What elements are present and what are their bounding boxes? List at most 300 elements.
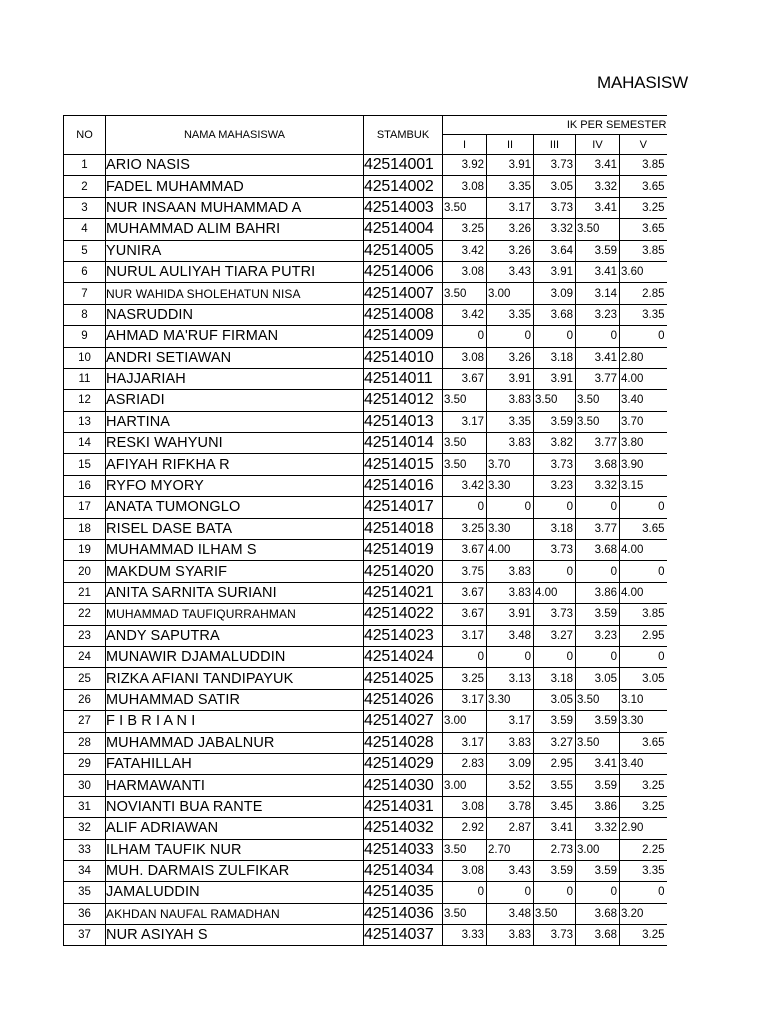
ik-value: 3.52 — [508, 779, 531, 792]
header-nama: NAMA MAHASISWA — [106, 116, 364, 155]
ik-semester-3 — [534, 155, 576, 176]
ik-value: 3.42 — [461, 308, 484, 321]
table-row — [64, 261, 667, 282]
student-stambuk: 42514022 — [364, 604, 443, 625]
ik-semester-4 — [576, 176, 620, 197]
ik-value: 0 — [524, 651, 531, 664]
ik-semester-4 — [576, 860, 620, 881]
row-no: 32 — [64, 818, 106, 839]
ik-value: 3.30 — [488, 693, 511, 706]
student-stambuk: 42514029 — [364, 753, 443, 774]
ik-semester-3 — [534, 882, 576, 903]
ik-value: 3.32 — [594, 480, 617, 493]
ik-value: 3.50 — [577, 415, 600, 428]
ik-semester-2 — [487, 283, 534, 304]
ik-semester-4 — [576, 689, 620, 710]
ik-semester-2 — [487, 711, 534, 732]
ik-semester-5 — [620, 668, 667, 689]
ik-value: 3.68 — [594, 458, 617, 471]
ik-value: 3.08 — [461, 351, 484, 364]
ik-semester-5 — [620, 625, 667, 646]
ik-semester-1 — [443, 176, 487, 197]
ik-semester-1 — [443, 540, 487, 561]
ik-value: 3.50 — [444, 907, 467, 920]
ik-value: 3.14 — [594, 287, 617, 300]
ik-value: 3.17 — [461, 415, 484, 428]
header-no: NO — [64, 116, 106, 155]
ik-value: 3.25 — [461, 672, 484, 685]
table-row — [64, 197, 667, 218]
student-stambuk: 42514024 — [364, 646, 443, 667]
table-row — [64, 903, 667, 924]
student-name: NOVIANTI BUA RANTE — [106, 796, 364, 817]
ik-value: 3.32 — [594, 822, 617, 835]
ik-value: 3.25 — [642, 779, 665, 792]
ik-semester-1 — [443, 839, 487, 860]
ik-value: 3.50 — [444, 437, 467, 450]
ik-semester-3 — [534, 197, 576, 218]
ik-semester-4 — [576, 219, 620, 240]
student-name: RESKI WAHYUNI — [106, 433, 364, 454]
ik-semester-4 — [576, 261, 620, 282]
student-name: RYFO MYORY — [106, 475, 364, 496]
ik-semester-4 — [576, 304, 620, 325]
ik-value: 3.10 — [621, 693, 644, 706]
ik-value: 0 — [610, 651, 617, 664]
ik-value: 0 — [477, 886, 484, 899]
ik-semester-4 — [576, 368, 620, 389]
ik-value: 3.18 — [550, 522, 573, 535]
student-name: NURUL AULIYAH TIARA PUTRI — [106, 261, 364, 282]
ik-value: 3.43 — [508, 266, 531, 279]
student-stambuk: 42514021 — [364, 582, 443, 603]
table-row — [64, 368, 667, 389]
ik-semester-3 — [534, 668, 576, 689]
ik-semester-1 — [443, 326, 487, 347]
ik-semester-1 — [443, 796, 487, 817]
ik-value: 3.33 — [461, 929, 484, 942]
student-stambuk: 42514036 — [364, 903, 443, 924]
student-stambuk: 42514017 — [364, 497, 443, 518]
ik-semester-5 — [620, 604, 667, 625]
ik-semester-3 — [534, 454, 576, 475]
ik-value: 3.86 — [594, 800, 617, 813]
ik-value: 3.41 — [594, 351, 617, 364]
ik-semester-2 — [487, 176, 534, 197]
ik-value: 2.85 — [642, 287, 665, 300]
ik-semester-3 — [534, 925, 576, 946]
ik-value: 3.05 — [550, 180, 573, 193]
ik-semester-4 — [576, 540, 620, 561]
student-stambuk: 42514001 — [364, 155, 443, 176]
ik-semester-4 — [576, 411, 620, 432]
table-row — [64, 646, 667, 667]
table-row — [64, 689, 667, 710]
row-no: 18 — [64, 518, 106, 539]
student-name: MUHAMMAD ILHAM S — [106, 540, 364, 561]
ik-value: 3.27 — [550, 736, 573, 749]
table-row — [64, 882, 667, 903]
ik-value: 3.43 — [508, 865, 531, 878]
student-name: MUHAMMAD JABALNUR — [106, 732, 364, 753]
ik-semester-2 — [487, 668, 534, 689]
ik-value: 3.67 — [461, 608, 484, 621]
student-name: NUR INSAAN MUHAMMAD A — [106, 197, 364, 218]
ik-semester-2 — [487, 818, 534, 839]
ik-value: 3.50 — [535, 907, 558, 920]
ik-semester-5 — [620, 390, 667, 411]
row-no: 29 — [64, 753, 106, 774]
ik-value: 3.50 — [444, 394, 467, 407]
ik-value: 3.41 — [594, 201, 617, 214]
student-name: HARTINA — [106, 411, 364, 432]
ik-value: 3.30 — [488, 480, 511, 493]
ik-value: 3.65 — [642, 522, 665, 535]
ik-semester-3 — [534, 518, 576, 539]
ik-semester-5 — [620, 925, 667, 946]
ik-value: 0 — [658, 565, 665, 578]
ik-value: 3.05 — [550, 693, 573, 706]
row-no: 6 — [64, 261, 106, 282]
ik-value: 3.85 — [642, 159, 665, 172]
ik-value: 2.70 — [488, 843, 511, 856]
ik-semester-4 — [576, 240, 620, 261]
ik-semester-5 — [620, 796, 667, 817]
ik-semester-5 — [620, 860, 667, 881]
table-row — [64, 582, 667, 603]
ik-value: 0 — [610, 330, 617, 343]
ik-value: 3.77 — [594, 522, 617, 535]
ik-value: 0 — [566, 330, 573, 343]
ik-value: 3.73 — [550, 159, 573, 172]
ik-semester-2 — [487, 155, 534, 176]
ik-value: 3.23 — [550, 480, 573, 493]
ik-value: 3.86 — [594, 587, 617, 599]
row-no: 36 — [64, 903, 106, 924]
ik-value: 3.30 — [488, 522, 511, 535]
ik-value: 3.59 — [550, 715, 573, 728]
student-name: ANDRI SETIAWAN — [106, 347, 364, 368]
table-row — [64, 283, 667, 304]
student-name: MUH. DARMAIS ZULFIKAR — [106, 860, 364, 881]
student-name: HARMAWANTI — [106, 775, 364, 796]
table-row — [64, 668, 667, 689]
ik-semester-2 — [487, 411, 534, 432]
student-stambuk: 42514002 — [364, 176, 443, 197]
table-row — [64, 604, 667, 625]
ik-value: 3.09 — [508, 758, 531, 771]
table-row — [64, 176, 667, 197]
ik-semester-4 — [576, 155, 620, 176]
ik-value: 3.67 — [461, 587, 484, 599]
ik-semester-5 — [620, 454, 667, 475]
ik-semester-2 — [487, 689, 534, 710]
ik-value: 3.50 — [444, 287, 467, 300]
ik-value: 3.23 — [594, 629, 617, 642]
ik-value: 3.25 — [461, 522, 484, 535]
ik-semester-2 — [487, 475, 534, 496]
ik-value: 3.26 — [508, 223, 531, 236]
ik-value: 3.00 — [444, 715, 467, 728]
ik-value: 3.17 — [508, 715, 531, 728]
ik-value: 3.35 — [642, 308, 665, 321]
ik-semester-3 — [534, 283, 576, 304]
ik-value: 3.83 — [508, 565, 531, 578]
ik-semester-1 — [443, 497, 487, 518]
student-stambuk: 42514014 — [364, 433, 443, 454]
row-no: 3 — [64, 197, 106, 218]
ik-value: 4.00 — [488, 544, 511, 557]
ik-value: 3.50 — [444, 458, 467, 471]
ik-value: 3.68 — [594, 544, 617, 557]
ik-semester-4 — [576, 625, 620, 646]
ik-value: 3.50 — [535, 394, 558, 407]
ik-semester-4 — [576, 433, 620, 454]
ik-semester-3 — [534, 433, 576, 454]
row-no: 20 — [64, 561, 106, 582]
ik-semester-5 — [620, 582, 667, 603]
student-stambuk: 42514025 — [364, 668, 443, 689]
ik-semester-4 — [576, 497, 620, 518]
ik-value: 3.60 — [621, 266, 644, 279]
student-stambuk: 42514003 — [364, 197, 443, 218]
ik-value: 3.40 — [621, 758, 644, 771]
table-row — [64, 860, 667, 881]
student-stambuk: 42514032 — [364, 818, 443, 839]
ik-semester-4 — [576, 796, 620, 817]
student-stambuk: 42514016 — [364, 475, 443, 496]
row-no: 30 — [64, 775, 106, 796]
ik-semester-3 — [534, 839, 576, 860]
ik-value: 4.00 — [621, 544, 644, 557]
ik-semester-2 — [487, 540, 534, 561]
ik-semester-4 — [576, 818, 620, 839]
ik-semester-3 — [534, 646, 576, 667]
ik-semester-3 — [534, 582, 576, 603]
ik-semester-1 — [443, 860, 487, 881]
student-stambuk: 42514005 — [364, 240, 443, 261]
student-name: MAKDUM SYARIF — [106, 561, 364, 582]
student-name: ANDY SAPUTRA — [106, 625, 364, 646]
ik-value: 3.17 — [461, 693, 484, 706]
table-row — [64, 475, 667, 496]
ik-semester-3 — [534, 176, 576, 197]
ik-value: 4.00 — [535, 587, 558, 599]
ik-value: 3.85 — [642, 608, 665, 621]
ik-value: 0 — [477, 330, 484, 343]
ik-semester-5 — [620, 347, 667, 368]
row-no: 2 — [64, 176, 106, 197]
ik-semester-1 — [443, 604, 487, 625]
table-row — [64, 818, 667, 839]
ik-semester-4 — [576, 839, 620, 860]
student-name: NUR ASIYAH S — [106, 925, 364, 946]
row-no: 22 — [64, 604, 106, 625]
ik-semester-5 — [620, 433, 667, 454]
ik-value: 0 — [524, 886, 531, 899]
table-body — [64, 155, 667, 946]
ik-value: 3.00 — [577, 843, 600, 856]
ik-semester-5 — [620, 368, 667, 389]
ik-value: 3.73 — [550, 201, 573, 214]
ik-semester-5 — [620, 219, 667, 240]
ik-semester-3 — [534, 326, 576, 347]
ik-value: 3.50 — [577, 693, 600, 706]
ik-value: 0 — [658, 886, 665, 899]
ik-semester-1 — [443, 197, 487, 218]
ik-value: 3.18 — [550, 351, 573, 364]
row-no: 33 — [64, 839, 106, 860]
ik-semester-3 — [534, 475, 576, 496]
ik-semester-5 — [620, 304, 667, 325]
student-stambuk: 42514008 — [364, 304, 443, 325]
ik-value: 3.91 — [508, 608, 531, 621]
ik-semester-3 — [534, 711, 576, 732]
student-name: NUR WAHIDA SHOLEHATUN NISA — [106, 283, 364, 304]
student-stambuk: 42514031 — [364, 796, 443, 817]
ik-value: 3.65 — [642, 223, 665, 236]
ik-semester-4 — [576, 668, 620, 689]
ik-value: 0 — [566, 651, 573, 664]
student-stambuk: 42514012 — [364, 390, 443, 411]
ik-semester-5 — [620, 326, 667, 347]
ik-semester-1 — [443, 475, 487, 496]
table-row — [64, 454, 667, 475]
ik-semester-5 — [620, 497, 667, 518]
table-row — [64, 433, 667, 454]
ik-semester-2 — [487, 261, 534, 282]
ik-semester-5 — [620, 240, 667, 261]
row-no: 35 — [64, 882, 106, 903]
student-name: AHMAD MA'RUF FIRMAN — [106, 326, 364, 347]
ik-semester-4 — [576, 732, 620, 753]
ik-value: 0 — [610, 501, 617, 514]
ik-semester-5 — [620, 518, 667, 539]
ik-value: 0 — [566, 886, 573, 899]
ik-semester-2 — [487, 497, 534, 518]
student-name: FADEL MUHAMMAD — [106, 176, 364, 197]
ik-value: 3.41 — [594, 758, 617, 771]
ik-value: 3.42 — [461, 480, 484, 493]
row-no: 17 — [64, 497, 106, 518]
ik-semester-1 — [443, 454, 487, 475]
ik-semester-2 — [487, 219, 534, 240]
ik-semester-3 — [534, 240, 576, 261]
ik-semester-1 — [443, 261, 487, 282]
row-no: 12 — [64, 390, 106, 411]
ik-value: 3.08 — [461, 266, 484, 279]
ik-semester-2 — [487, 732, 534, 753]
ik-value: 0 — [524, 501, 531, 514]
row-no: 31 — [64, 796, 106, 817]
ik-semester-1 — [443, 304, 487, 325]
header-semester-5: V — [620, 135, 667, 155]
row-no: 23 — [64, 625, 106, 646]
ik-semester-5 — [620, 197, 667, 218]
ik-value: 3.83 — [508, 736, 531, 749]
ik-semester-1 — [443, 732, 487, 753]
ik-value: 3.42 — [461, 244, 484, 257]
ik-semester-1 — [443, 411, 487, 432]
table-row — [64, 561, 667, 582]
ik-value: 3.50 — [577, 223, 600, 236]
student-name: MUHAMMAD TAUFIQURRAHMAN — [106, 604, 364, 625]
ik-value: 0 — [477, 501, 484, 514]
ik-semester-5 — [620, 711, 667, 732]
ik-semester-2 — [487, 433, 534, 454]
ik-semester-2 — [487, 197, 534, 218]
ik-semester-2 — [487, 604, 534, 625]
ik-value: 3.50 — [577, 394, 600, 407]
ik-semester-3 — [534, 860, 576, 881]
student-name: MUNAWIR DJAMALUDDIN — [106, 646, 364, 667]
ik-value: 3.17 — [461, 736, 484, 749]
ik-value: 3.25 — [642, 800, 665, 813]
ik-value: 3.32 — [550, 223, 573, 236]
ik-semester-2 — [487, 796, 534, 817]
ik-semester-5 — [620, 753, 667, 774]
ik-value: 3.08 — [461, 865, 484, 878]
ik-semester-4 — [576, 604, 620, 625]
row-no: 9 — [64, 326, 106, 347]
student-stambuk: 42514010 — [364, 347, 443, 368]
student-stambuk: 42514030 — [364, 775, 443, 796]
ik-semester-5 — [620, 732, 667, 753]
ik-semester-3 — [534, 540, 576, 561]
row-no: 5 — [64, 240, 106, 261]
header-stambuk: STAMBUK — [364, 116, 443, 155]
ik-value: 3.64 — [550, 244, 573, 257]
ik-semester-2 — [487, 518, 534, 539]
ik-value: 3.83 — [508, 437, 531, 450]
ik-semester-3 — [534, 903, 576, 924]
ik-semester-3 — [534, 561, 576, 582]
ik-semester-4 — [576, 454, 620, 475]
ik-semester-1 — [443, 240, 487, 261]
ik-semester-2 — [487, 304, 534, 325]
ik-value: 3.25 — [642, 201, 665, 214]
ik-semester-3 — [534, 411, 576, 432]
ik-semester-2 — [487, 925, 534, 946]
ik-semester-3 — [534, 219, 576, 240]
ik-semester-4 — [576, 475, 620, 496]
student-table — [63, 115, 667, 946]
ik-value: 3.91 — [550, 266, 573, 279]
ik-value: 3.68 — [550, 308, 573, 321]
row-no: 10 — [64, 347, 106, 368]
row-no: 7 — [64, 283, 106, 304]
ik-semester-1 — [443, 582, 487, 603]
ik-value: 3.73 — [550, 608, 573, 621]
student-stambuk: 42514019 — [364, 540, 443, 561]
ik-value: 0 — [610, 565, 617, 578]
ik-value: 3.82 — [550, 437, 573, 450]
ik-semester-5 — [620, 903, 667, 924]
ik-value: 2.87 — [508, 822, 531, 835]
ik-value: 3.73 — [550, 458, 573, 471]
ik-value: 3.92 — [461, 159, 484, 172]
table-row — [64, 625, 667, 646]
ik-value: 2.95 — [550, 758, 573, 771]
ik-value: 3.59 — [594, 244, 617, 257]
ik-semester-1 — [443, 219, 487, 240]
ik-semester-2 — [487, 454, 534, 475]
ik-semester-4 — [576, 903, 620, 924]
ik-value: 3.35 — [508, 180, 531, 193]
ik-value: 3.15 — [621, 480, 644, 493]
ik-value: 3.80 — [621, 437, 644, 450]
ik-value: 3.41 — [594, 266, 617, 279]
